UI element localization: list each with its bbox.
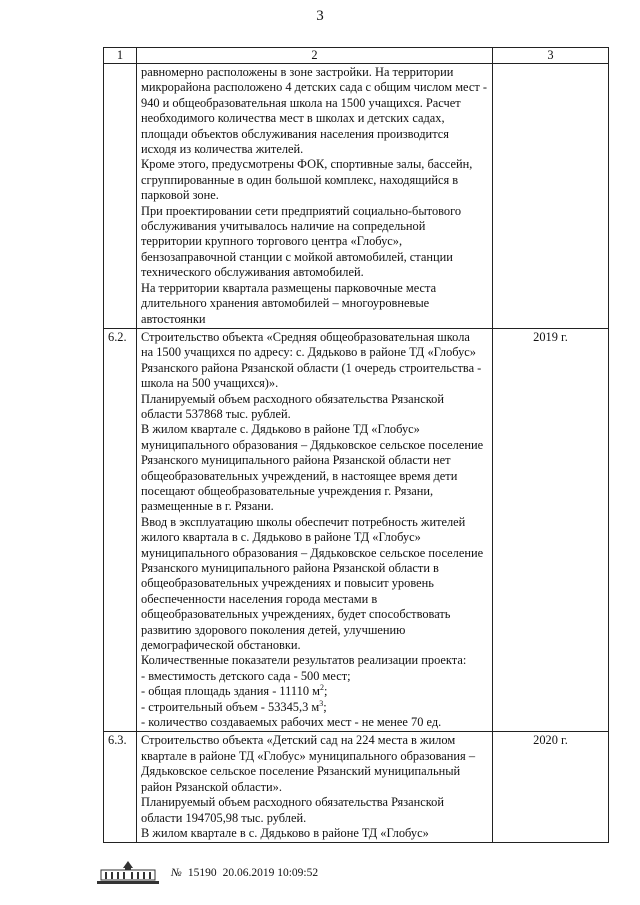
table-row xyxy=(104,328,609,732)
metric-text: - строительный объем - 53345,3 м xyxy=(141,699,320,714)
row-description xyxy=(137,328,493,732)
row-year xyxy=(493,64,609,329)
metric-line xyxy=(141,715,488,730)
footer xyxy=(95,860,318,886)
text-line: территории крупного торгового центра «Глобус», xyxy=(141,234,403,249)
text-line: области 194705,98 тыс. рублей. xyxy=(141,810,307,825)
text-line: микрорайона расположено 4 детских сада с общим числом мест - xyxy=(141,80,487,95)
metric-text: - общая площадь здания - 11110 м xyxy=(141,684,320,699)
text-line: Рязанского муниципального района Рязанской области нет xyxy=(141,453,451,468)
text-line: - вместимость детского сада - 500 мест; xyxy=(141,668,351,683)
document-timestamp: 20.06.2019 10:09:52 xyxy=(222,867,319,879)
text-line: парковой зоне. xyxy=(141,188,219,203)
text-line: Строительство объекта «Средняя общеобразовательная школа xyxy=(141,329,470,344)
text-line: бензозаправочной станции с мойкой автомобилей, станции xyxy=(141,249,453,264)
text-line: обеспеченности населения города местами в xyxy=(141,591,378,606)
text-line: Планируемый объем расходного обязательства Рязанской xyxy=(141,795,444,810)
text-line: обслуживания учитывалось наличие на сопредельной xyxy=(141,219,426,234)
row-number xyxy=(104,64,137,329)
text-line: автостоянки xyxy=(141,311,206,326)
text-line: муниципального образования – Дядьковское сельское поселение xyxy=(141,545,484,560)
text-line: На территории квартала размещены парковочные места xyxy=(141,280,437,295)
text-line: жилого квартала в с. Дядьково в районе ТД «Глобус» xyxy=(141,530,421,545)
text-line: Ввод в эксплуатацию школы обеспечит потребность жителей xyxy=(141,514,466,529)
text-line: Строительство объекта «Детский сад на 224 места в жилом xyxy=(141,733,456,748)
text-line: исходя из количества жителей. xyxy=(141,142,304,157)
text-line: квартале в районе ТД «Глобус» муниципального образования – xyxy=(141,748,476,763)
text-line: развитию здорового поколения детей, улучшению xyxy=(141,622,406,637)
unit-exponent: 3 xyxy=(319,698,324,708)
government-building-logo xyxy=(95,860,161,886)
text-line: сгруппированные в один большой комплекс, находящийся в xyxy=(141,172,459,187)
text-line: необходимого количества мест в школах и детских садах, xyxy=(141,111,445,126)
text-line: общеобразовательных учреждениях, будет способствовать xyxy=(141,607,451,622)
metric-punctuation: ; xyxy=(323,684,328,699)
text-line: посещают общеобразовательные учреждения г. Рязани, xyxy=(141,483,434,498)
metric-text: - количество создаваемых рабочих мест - не менее 70 ед. xyxy=(141,715,442,730)
text-line: общеобразовательных учреждений, в настоящее время дети xyxy=(141,468,458,483)
text-line: Дядьковское сельское поселение Рязанский муниципальный xyxy=(141,764,461,779)
table-row xyxy=(104,732,609,843)
text-line: технического обслуживания автомобилей. xyxy=(141,265,364,280)
text-line: Рязанского района Рязанской области (1 очередь строительства - xyxy=(141,360,482,375)
text-line: равномерно расположены в зоне застройки. На территории xyxy=(141,65,454,79)
unit-exponent: 2 xyxy=(319,683,324,693)
text-line: муниципального образования – Дядьковское сельское поселение xyxy=(141,437,484,452)
text-line: район Рязанской области». xyxy=(141,779,282,794)
document-number: 15190 xyxy=(187,867,217,879)
text-line: области 537868 тыс. рублей. xyxy=(141,406,291,421)
text-line: школа на 500 учащихся)». xyxy=(141,376,279,391)
text-line: Количественные показатели результатов реализации проекта: xyxy=(141,653,467,668)
text-line: В жилом квартале с. Дядьково в районе ТД «Глобус» xyxy=(141,422,420,437)
row-year: 2019 г. xyxy=(493,328,609,732)
text-line: демографической обстановки. xyxy=(141,638,301,653)
text-line: Планируемый объем расходного обязательства Рязанской xyxy=(141,391,444,406)
row-number: 6.2. xyxy=(104,328,137,732)
header-cell-2: 2 xyxy=(137,48,493,64)
metric-line xyxy=(141,700,488,715)
document-table xyxy=(103,47,609,843)
text-line: на 1500 учащихся по адресу: с. Дядьково в районе ТД «Глобус» xyxy=(141,345,476,360)
table-header-row xyxy=(104,48,609,64)
metric-line xyxy=(141,684,488,699)
metric-punctuation: ; xyxy=(323,699,327,714)
row-year: 2020 г. xyxy=(493,732,609,843)
text-line: Кроме этого, предусмотрены ФОК, спортивные залы, бассейн, xyxy=(141,157,473,172)
header-cell-1: 1 xyxy=(104,48,137,64)
text-line: общеобразовательных учреждениях и повысит уровень xyxy=(141,576,434,591)
table-row xyxy=(104,64,609,329)
text-line: При проектировании сети предприятий социально-бытового xyxy=(141,203,462,218)
text-line: Рязанского муниципального района Рязанской области в xyxy=(141,561,439,575)
header-cell-3: 3 xyxy=(493,48,609,64)
text-line: размещенные в г. Рязани. xyxy=(141,499,274,514)
text-line: площади объектов обслуживания населения производится xyxy=(141,126,449,141)
text-line: В жилом квартале в с. Дядьково в районе ТД «Глобус» xyxy=(141,825,429,840)
row-number: 6.3. xyxy=(104,732,137,843)
text-line: 940 и общеобразовательная школа на 1500 учащихся. Расчет xyxy=(141,95,461,110)
number-sign: № xyxy=(171,867,182,879)
row-description xyxy=(137,732,493,843)
page-number: 3 xyxy=(316,8,324,24)
text-line: длительного хранения автомобилей – многоуровневые xyxy=(141,296,430,311)
registration-stamp xyxy=(171,867,318,879)
row-description xyxy=(137,64,493,329)
